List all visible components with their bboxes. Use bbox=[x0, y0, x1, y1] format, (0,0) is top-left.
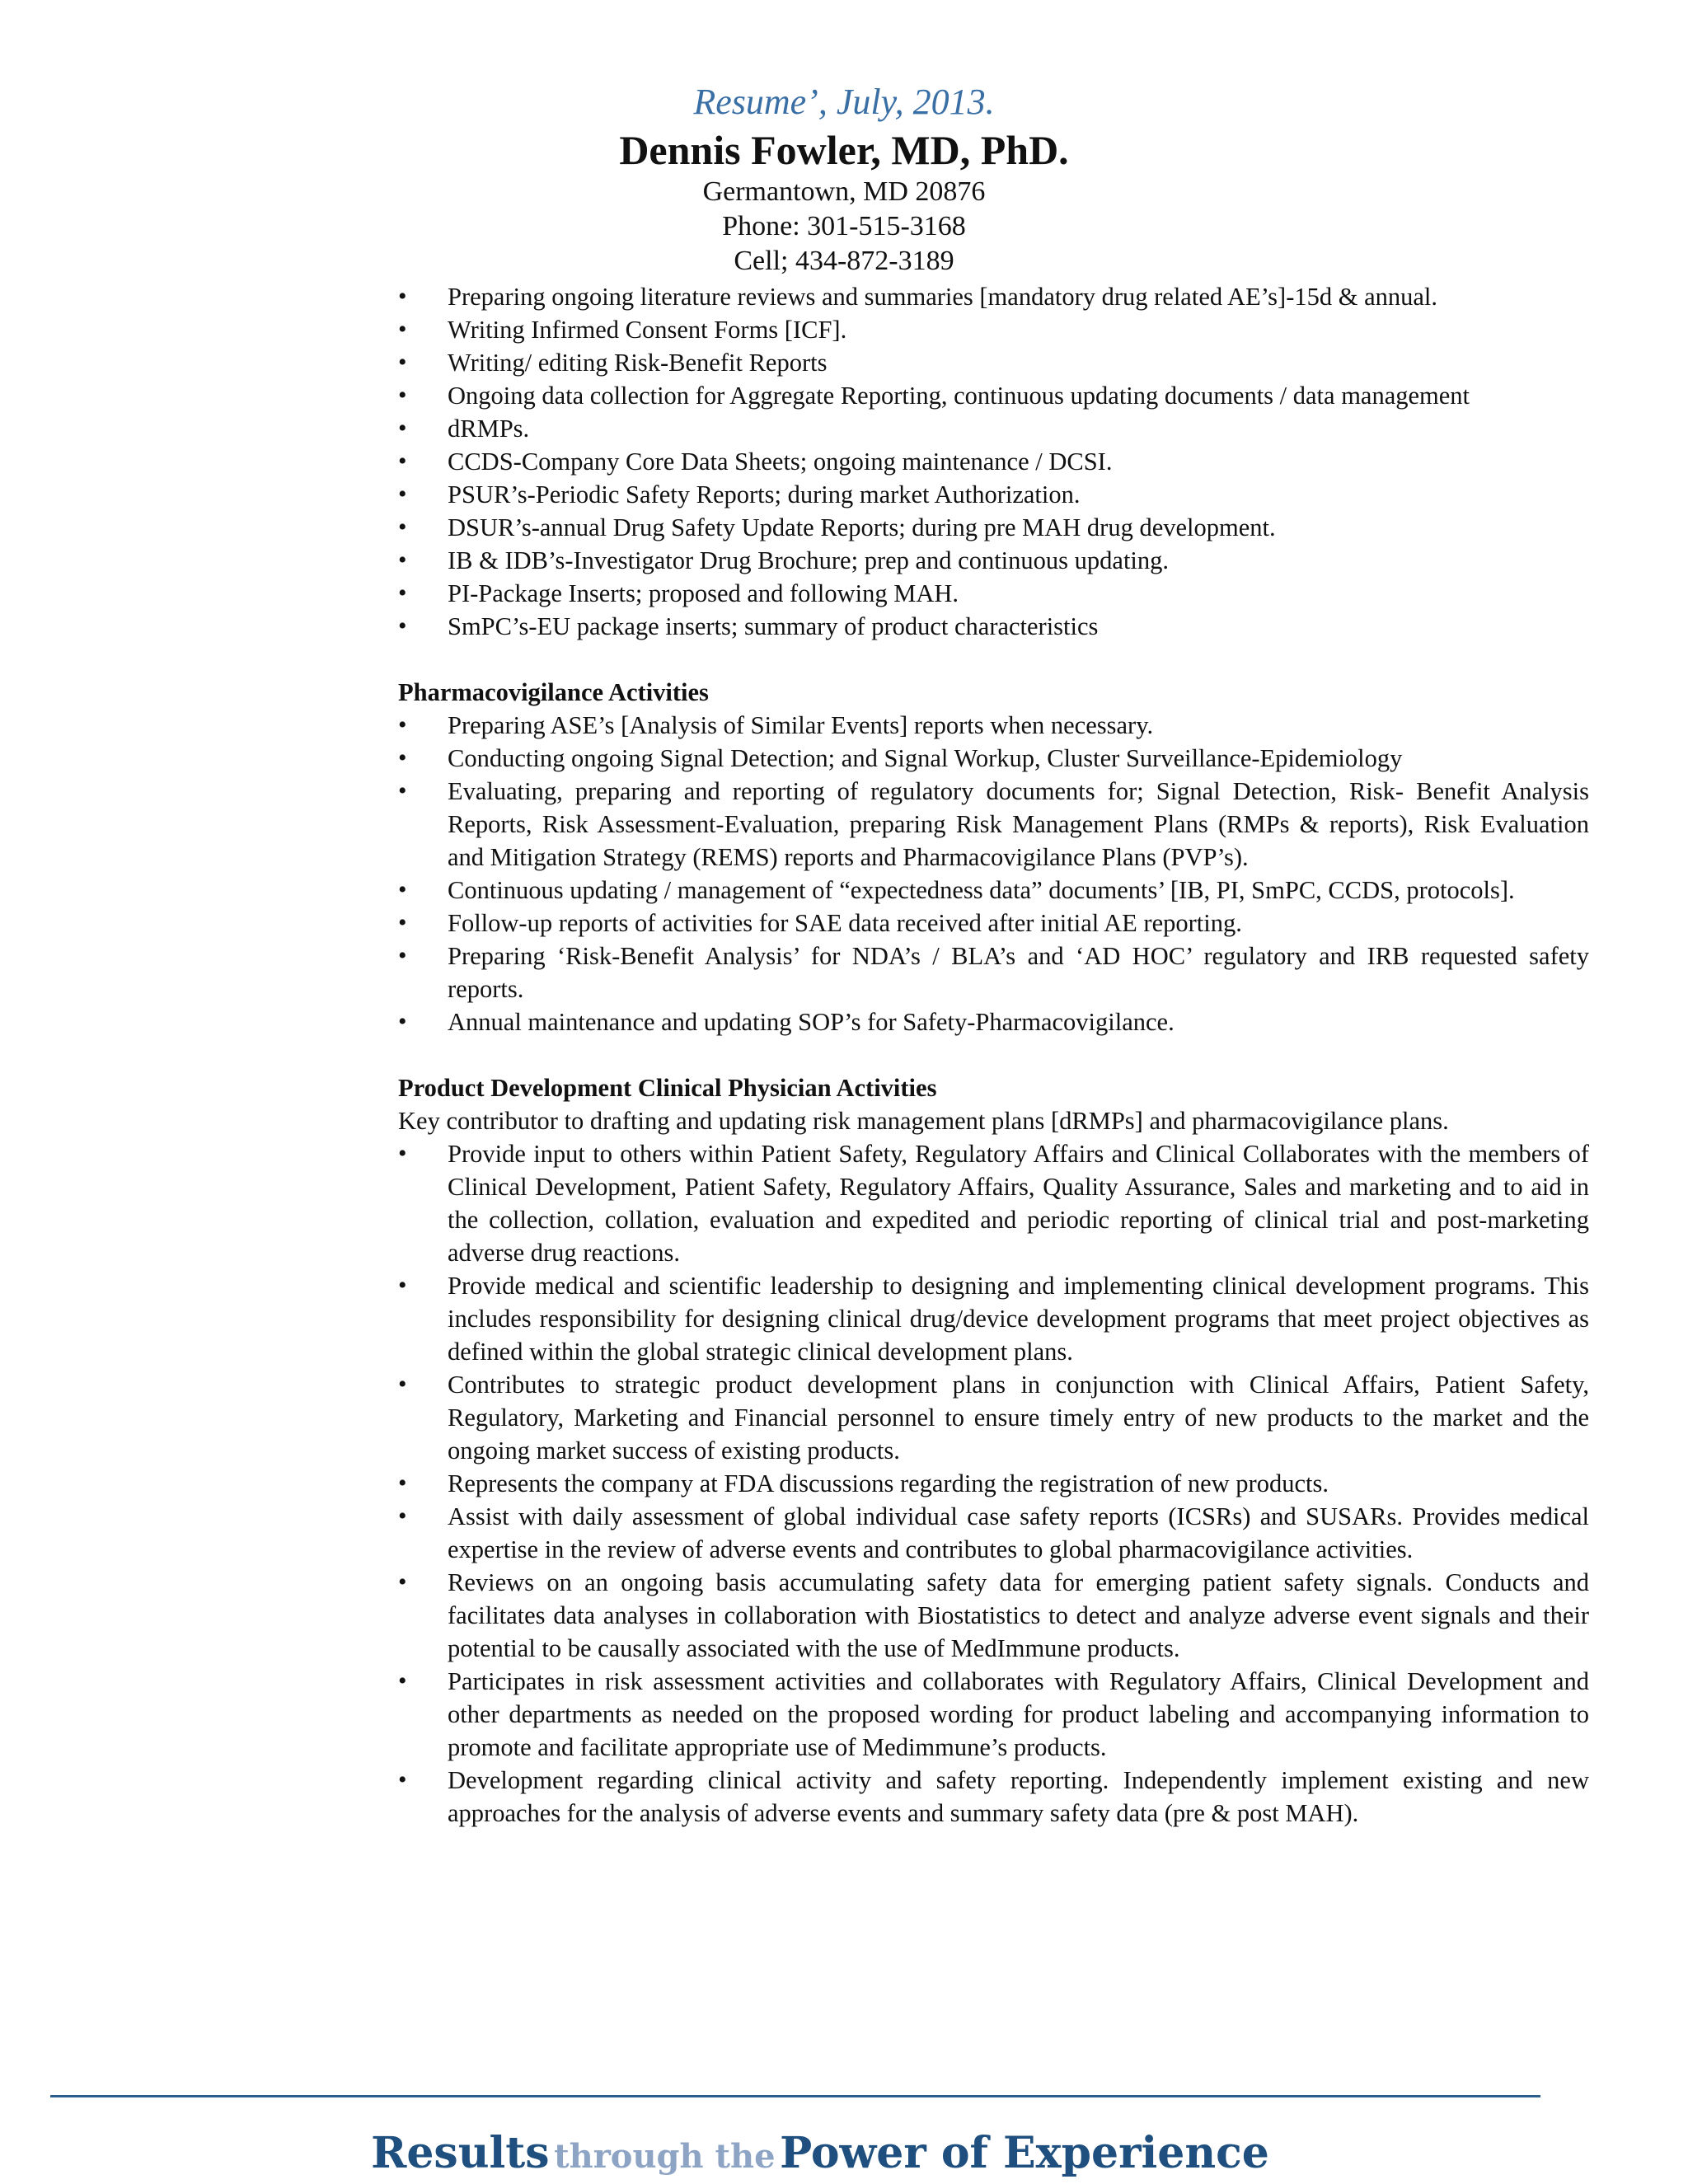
tagline-through-the: through the bbox=[554, 2137, 776, 2176]
footer-divider bbox=[50, 2095, 1540, 2097]
product-development-list bbox=[398, 1137, 1589, 1830]
list-item: • Provide input to others within Patient Safety, Regulatory Affairs and Clinical Collaborates with the members of Clinical Development, Patient Safety, Regulatory Affairs, Quality Assurance, Sales and marketing and to aid in the collection, collation, evaluation and expedited and periodic reporting of clinical trial and post-marketing adverse drug reactions. bbox=[398, 1137, 1589, 1269]
list-item: • Contributes to strategic product development plans in conjunction with Clinical Affairs, Patient Safety, Regulatory, Marketing and Financial personnel to ensure timely entry of new products to the market and the ongoing market success of existing products. bbox=[398, 1368, 1589, 1467]
product-development-heading: Product Development Clinical Physician Activities bbox=[398, 1074, 937, 1102]
list-item: • Writing/ editing Risk-Benefit Reports bbox=[398, 346, 1589, 379]
list-item: • Follow-up reports of activities for SAE data received after initial AE reporting. bbox=[398, 907, 1589, 940]
list-item: • Reviews on an ongoing basis accumulating safety data for emerging patient safety signals. Conducts and facilitates data analyses in collaboration with Biostatistics to detect and analyze adverse event signals and their potential to be causally associated with the use of MedImmune products. bbox=[398, 1566, 1589, 1665]
list-item: • Writing Infirmed Consent Forms [ICF]. bbox=[398, 313, 1589, 346]
resume-body bbox=[398, 280, 1589, 1830]
tagline-power-of-experience: Power of Experience bbox=[780, 2128, 1269, 2178]
list-item: • Conducting ongoing Signal Detection; and Signal Workup, Cluster Surveillance-Epidemiology bbox=[398, 742, 1589, 775]
phone-line: Phone: 301-515-3168 bbox=[722, 211, 966, 241]
tagline-results: Results bbox=[371, 2128, 550, 2178]
list-item: • Preparing ongoing literature reviews and summaries [mandatory drug related AE’s]-15d & annual. bbox=[398, 280, 1589, 313]
list-item: • CCDS-Company Core Data Sheets; ongoing maintenance / DCSI. bbox=[398, 445, 1589, 478]
list-item: • PSUR’s-Periodic Safety Reports; during market Authorization. bbox=[398, 478, 1589, 511]
candidate-name: Dennis Fowler, MD, PhD. bbox=[619, 127, 1069, 173]
list-item: • Provide medical and scientific leadership to designing and implementing clinical development programs. This includes responsibility for designing clinical drug/device development programs that meet project objectives as defined within the global strategic clinical development plans. bbox=[398, 1269, 1589, 1368]
list-item: • PI-Package Inserts; proposed and following MAH. bbox=[398, 577, 1589, 610]
footer-tagline bbox=[0, 2128, 1640, 2178]
cell-line: Cell; 434-872-3189 bbox=[734, 246, 954, 276]
product-development-intro: Key contributor to drafting and updating risk management plans [dRMPs] and pharmacovigilance plans. bbox=[398, 1107, 1449, 1135]
resume-date: Resume’, July, 2013. bbox=[693, 82, 995, 122]
list-item: • SmPC’s-EU package inserts; summary of product characteristics bbox=[398, 610, 1589, 643]
documents-list bbox=[398, 280, 1589, 643]
list-item: • Development regarding clinical activity and safety reporting. Independently implement existing and new approaches for the analysis of adverse events and summary safety data (pre & post MAH). bbox=[398, 1764, 1589, 1830]
list-item: • Continuous updating / management of “expectedness data” documents’ [IB, PI, SmPC, CCDS, protocols]. bbox=[398, 874, 1589, 907]
list-item: • dRMPs. bbox=[398, 412, 1589, 445]
resume-header bbox=[0, 79, 1688, 279]
list-item: • Preparing ‘Risk-Benefit Analysis’ for NDA’s / BLA’s and ‘AD HOC’ regulatory and IRB requested safety reports. bbox=[398, 940, 1589, 1005]
list-item: • Participates in risk assessment activities and collaborates with Regulatory Affairs, Clinical Development and other departments as needed on the proposed wording for product labeling and accompanying information to promote and facilitate appropriate use of Medimmune’s products. bbox=[398, 1665, 1589, 1764]
list-item: • IB & IDB’s-Investigator Drug Brochure; prep and continuous updating. bbox=[398, 544, 1589, 577]
address-line: Germantown, MD 20876 bbox=[702, 176, 986, 207]
list-item: • Ongoing data collection for Aggregate Reporting, continuous updating documents / data management bbox=[398, 379, 1589, 412]
list-item: • Preparing ASE’s [Analysis of Similar Events] reports when necessary. bbox=[398, 709, 1589, 742]
section-spacer bbox=[398, 1038, 1589, 1071]
pharmacovigilance-list bbox=[398, 709, 1589, 1038]
pharmacovigilance-heading: Pharmacovigilance Activities bbox=[398, 678, 709, 706]
list-item: • Represents the company at FDA discussions regarding the registration of new products. bbox=[398, 1467, 1589, 1500]
list-item: • DSUR’s-annual Drug Safety Update Reports; during pre MAH drug development. bbox=[398, 511, 1589, 544]
list-item: • Annual maintenance and updating SOP’s for Safety-Pharmacovigilance. bbox=[398, 1005, 1589, 1038]
list-item: • Assist with daily assessment of global individual case safety reports (ICSRs) and SUSARs. Provides medical expertise in the review of adverse events and contributes to global pharmacovigilance activities. bbox=[398, 1500, 1589, 1566]
list-item: • Evaluating, preparing and reporting of regulatory documents for; Signal Detection, Risk- Benefit Analysis Reports, Risk Assessment-Evaluation, preparing Risk Management Plans (RMPs & reports), Risk Evaluation and Mitigation Strategy (REMS) reports and Pharmacovigilance Plans (PVP’s). bbox=[398, 775, 1589, 874]
section-spacer bbox=[398, 643, 1589, 676]
